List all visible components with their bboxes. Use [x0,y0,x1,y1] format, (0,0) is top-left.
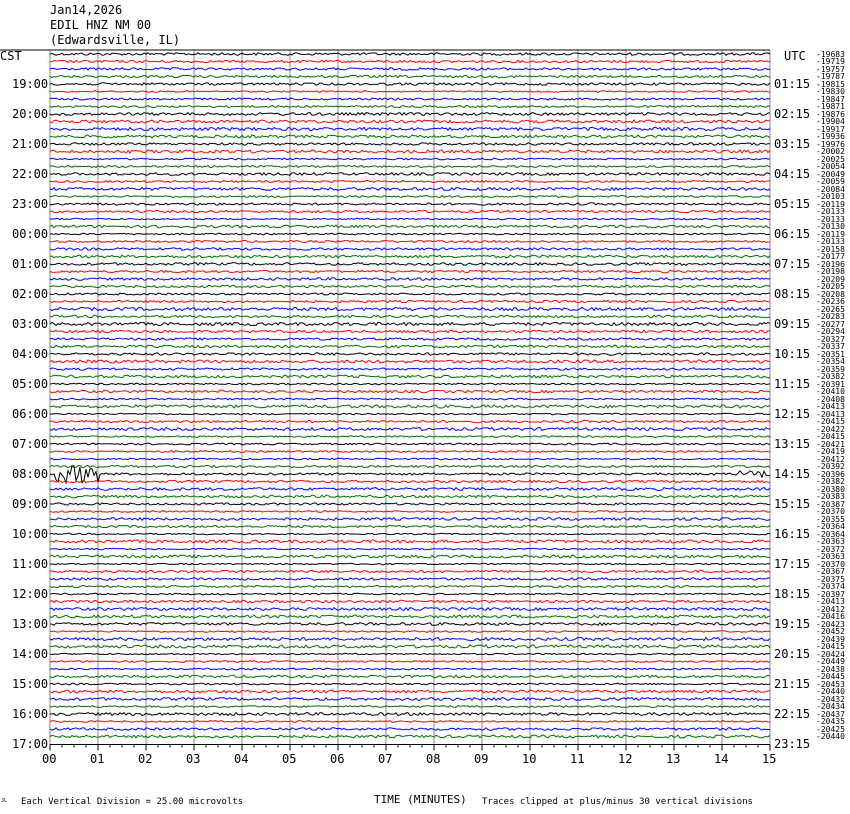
trace-count-label: -20130 [816,222,845,231]
trace-count-label: -20364 [816,529,845,539]
cst-hour-label: 19:00 [12,77,49,91]
trace-line [50,270,770,272]
utc-hour-label: 13:15 [774,437,811,451]
trace-line [50,98,770,100]
trace-line [50,315,770,317]
trace-count-label: -19904 [816,117,845,126]
trace-line [50,436,770,438]
x-tick-label: 00 [42,751,57,766]
trace-count-label: -20364 [816,522,845,531]
trace-count-label: -20363 [816,537,845,546]
trace-line [50,322,770,325]
cst-hour-label: 01:00 [12,257,49,271]
trace-line [50,683,770,685]
trace-count-label: -20363 [816,552,845,561]
cst-hour-label: 11:00 [12,557,49,571]
trace-count-label: -20208 [816,289,845,299]
trace-line [50,181,770,183]
trace-count-label: -20383 [816,492,845,501]
scale-note: Each Vertical Division = 25.00 microvolts [21,797,244,807]
trace-line [50,451,770,453]
cst-hour-label: 04:00 [12,347,49,361]
trace-line [50,330,770,333]
trace-line [50,480,770,482]
trace-count-label: -20412 [816,454,845,464]
x-tick-label: 15 [762,751,777,766]
trace-count-label: -20084 [816,184,845,194]
trace-count-label: -20415 [816,417,845,426]
trace-count-label: -20374 [816,582,845,591]
trace-line [50,53,770,56]
trace-count-label: -20415 [816,642,845,651]
trace-count-label: -20354 [816,357,845,366]
cst-hour-label: 10:00 [12,527,49,541]
trace-count-label: -20424 [816,649,845,659]
trace-line [50,645,770,648]
location-label: (Edwardsville, IL) [50,33,181,47]
trace-count-label: -20327 [816,334,845,344]
trace-count-label: -20059 [816,177,845,186]
trace-count-label: -19683 [816,49,845,59]
trace-line [50,428,770,431]
trace-line [50,495,770,498]
trace-count-label: -20396 [816,469,845,479]
trace-count-label: -20453 [816,679,845,689]
trace-line [50,555,770,558]
trace-line [50,106,770,108]
x-tick-label: 04 [234,751,249,766]
utc-hour-label: 23:15 [774,737,811,751]
trace-count-label: -20283 [816,312,845,321]
trace-line [50,578,770,580]
clip-note: Traces clipped at plus/minus 30 vertical divisions [482,797,753,807]
trace-count-label: -20359 [816,364,845,374]
trace-count-label: -20434 [816,702,845,711]
trace-count-label: -20437 [816,709,845,719]
utc-hour-label: 02:15 [774,107,811,121]
trace-line [50,278,770,281]
trace-count-label: -20119 [816,229,845,239]
trace-count-label: -20408 [816,394,845,404]
cst-hour-label: 02:00 [12,287,49,301]
cst-hour-label: 23:00 [12,197,49,211]
trace-line [50,353,770,355]
trace-count-label: -19719 [816,57,845,66]
trace-count-label: -20449 [816,657,845,666]
trace-count-label: -20370 [816,559,845,569]
trace-count-label: -20438 [816,664,845,674]
trace-count-label: -20054 [816,162,845,171]
cst-hour-label: 09:00 [12,497,49,511]
trace-count-label: -20422 [816,424,845,434]
trace-line [50,307,770,310]
trace-count-label: -20416 [816,612,845,621]
trace-line [50,120,770,123]
trace-count-label: -19917 [816,124,845,134]
x-tick-label: 03 [186,751,201,766]
trace-count-label: -19787 [816,72,845,81]
utc-hour-label: 03:15 [774,137,811,151]
trace-count-label: -20380 [816,484,845,494]
trace-count-label: -20439 [816,634,845,644]
trace-line [50,241,770,243]
trace-line [50,675,770,678]
trace-count-label: -20419 [816,447,845,456]
trace-line [50,263,770,266]
trace-count-label: -20391 [816,379,845,389]
trace-count-label: -20372 [816,544,845,554]
utc-hour-label: 10:15 [774,347,811,361]
cst-hour-label: 16:00 [12,707,49,721]
trace-line [50,375,770,378]
cst-hour-label: 13:00 [12,617,49,631]
cst-hour-label: 21:00 [12,137,49,151]
trace-line [50,75,770,77]
trace-line [50,91,770,93]
trace-line [50,458,770,460]
utc-hour-label: 17:15 [774,557,811,571]
x-tick-label: 14 [714,751,729,766]
trace-line [50,218,770,219]
trace-line [50,405,770,408]
trace-line [50,443,770,445]
trace-count-label: -20367 [816,567,845,576]
trace-lines [50,53,770,738]
trace-line [50,143,770,145]
trace-line [50,383,770,385]
trace-count-label: -20198 [816,267,845,276]
trace-count-label: -19871 [816,102,845,111]
utc-hour-label: 18:15 [774,587,811,601]
trace-count-label: -20337 [816,342,845,351]
trace-count-label: -19876 [816,109,845,119]
cst-hour-label: 00:00 [12,227,49,241]
trace-line [50,653,770,654]
trace-count-label: -20196 [816,259,845,269]
trace-count-label: -20177 [816,252,845,261]
trace-line [50,593,770,595]
trace-count-label: -20440 [816,732,845,741]
cst-hour-label: 20:00 [12,107,49,121]
trace-count-label: -20387 [816,499,845,509]
trace-line [50,728,770,731]
utc-hour-label: 04:15 [774,167,811,181]
utc-hour-label: 21:15 [774,677,811,691]
trace-line [50,390,770,393]
utc-hour-label: 08:15 [774,287,811,301]
x-tick-label: 09 [474,751,489,766]
trace-line [50,623,770,626]
cst-hour-label: 03:00 [12,317,49,331]
utc-hour-label: 12:15 [774,407,811,421]
trace-line [50,413,770,415]
trace-line [50,668,770,670]
trace-count-label: -20119 [816,199,845,209]
station-label: EDIL HNZ NM 00 [50,18,152,32]
trace-line [50,150,770,153]
trace-line [50,233,770,235]
trace-line [50,721,770,723]
cst-hour-label: 05:00 [12,377,49,391]
trace-count-label: -20236 [816,297,845,306]
trace-line [50,600,770,603]
trace-line [50,203,770,205]
utc-hour-label: 11:15 [774,377,811,391]
trace-count-label: -20445 [816,672,845,681]
trace-count-label: -20049 [816,169,845,179]
utc-hour-label: 07:15 [774,257,811,271]
trace-count-label: -20025 [816,154,845,164]
cst-hour-label: 15:00 [12,677,49,691]
x-tick-label: 02 [138,751,153,766]
x-tick-label: 13 [666,751,681,766]
x-tick-label: 05 [282,751,297,766]
trace-line [50,225,770,228]
trace-count-label: -20209 [816,274,845,284]
trace-line [50,638,770,641]
trace-count-label: -20277 [816,319,845,329]
trace-count-label: -20421 [816,439,845,449]
utc-hour-label: 22:15 [774,707,811,721]
trace-count-label: -19976 [816,139,845,149]
x-tick-label: 11 [570,751,585,766]
trace-count-label: -19830 [816,87,845,96]
trace-count-label: -20133 [816,207,845,216]
trace-count-label: -19757 [816,64,845,74]
x-axis-title: TIME (MINUTES) [374,793,467,806]
trace-count-label: -20103 [816,192,845,201]
trace-line [50,345,770,348]
trace-line [50,255,770,258]
trace-line [50,248,770,250]
trace-line [50,83,770,85]
trace-line [50,158,770,160]
trace-count-label: -20375 [816,574,845,584]
trace-count-label: -20423 [816,619,845,629]
trace-line [50,540,770,543]
trace-line [50,68,770,70]
utc-hour-label: 05:15 [774,197,811,211]
trace-line [50,398,770,400]
utc-hour-label: 14:15 [774,467,811,481]
trace-count-label: -20435 [816,717,845,726]
trace-line [50,488,770,491]
trace-line [50,368,770,370]
trace-line [50,360,770,363]
trace-count-label: -20432 [816,694,845,704]
cst-hour-label: 17:00 [12,737,49,751]
trace-count-label: -20440 [816,687,845,696]
cst-hour-label: 12:00 [12,587,49,601]
cst-hour-label: 07:00 [12,437,49,451]
x-tick-label: 07 [378,751,393,766]
utc-hour-label: 20:15 [774,647,811,661]
cst-hour-label: 06:00 [12,407,49,421]
trace-count-label: -20265 [816,304,845,314]
trace-count-label: -20133 [816,237,845,246]
trace-count-label: -20158 [816,244,845,254]
trace-count-label: -20410 [816,387,845,396]
cst-hour-label: 22:00 [12,167,49,181]
cst-axis-label: CST [0,49,22,63]
utc-hour-label: 09:15 [774,317,811,331]
trace-count-label: -20413 [816,409,845,419]
trace-line [50,661,770,663]
trace-line [50,113,770,116]
utc-axis-label: UTC [784,49,806,63]
trace-count-label: -19936 [816,132,845,141]
trace-count-label: -20351 [816,349,845,359]
trace-count-label: -20397 [816,589,845,599]
x-tick-label: 06 [330,751,345,766]
trace-line [50,166,770,168]
x-tick-label: 12 [618,751,633,766]
trace-line [50,188,770,191]
trace-count-label: -20370 [816,507,845,516]
trace-count-label: -20205 [816,282,845,291]
trace-count-label: -20425 [816,724,845,734]
trace-line [50,300,770,302]
trace-line [50,135,770,138]
corner-mark: JL [1,798,8,804]
trace-line [50,420,770,422]
trace-line [50,285,770,287]
trace-line [50,196,770,198]
trace-line [50,533,770,534]
trace-count-label: -20382 [816,372,845,381]
trace-line [50,503,770,505]
trace-line [50,706,770,708]
trace-line [50,525,770,527]
trace-count-label: -19815 [816,79,845,89]
trace-line [50,631,770,633]
trace-line [50,518,770,521]
date-label: Jan14,2026 [50,3,123,17]
trace-count-label: -20002 [816,147,845,156]
trace-line [50,570,770,572]
cst-hour-label: 08:00 [12,467,49,481]
trace-count-label: -20413 [816,597,845,606]
trace-line [50,511,770,513]
trace-count-label: -20392 [816,462,845,471]
trace-line [50,735,770,738]
trace-line [50,60,770,62]
trace-line [50,210,770,212]
x-tick-label: 10 [522,751,537,766]
trace-count-label: -20412 [816,604,845,614]
utc-hour-label: 16:15 [774,527,811,541]
trace-line [50,563,770,564]
trace-line [50,713,770,716]
trace-line [50,173,770,176]
trace-line [50,586,770,588]
trace-count-label: -20382 [816,477,845,486]
utc-hour-label: 01:15 [774,77,811,91]
trace-line [50,608,770,611]
trace-count-label: -20355 [816,514,845,524]
x-tick-label: 01 [90,751,105,766]
utc-hour-label: 19:15 [774,617,811,631]
trace-line [50,338,770,340]
utc-hour-label: 15:15 [774,497,811,511]
trace-count-label: -19847 [816,94,845,104]
trace-line [50,690,770,693]
cst-hour-label: 14:00 [12,647,49,661]
trace-count-label: -20294 [816,327,845,336]
trace-count-label: -20452 [816,627,845,636]
trace-line [50,698,770,701]
utc-hour-label: 06:15 [774,227,811,241]
trace-count-label: -20413 [816,402,845,411]
trace-line [50,127,770,130]
trace-line [50,548,770,549]
trace-line [50,293,770,295]
trace-line [50,465,770,467]
x-tick-label: 08 [426,751,441,766]
trace-count-label: -20415 [816,432,845,441]
trace-line [50,615,770,618]
trace-count-label: -20133 [816,214,845,224]
